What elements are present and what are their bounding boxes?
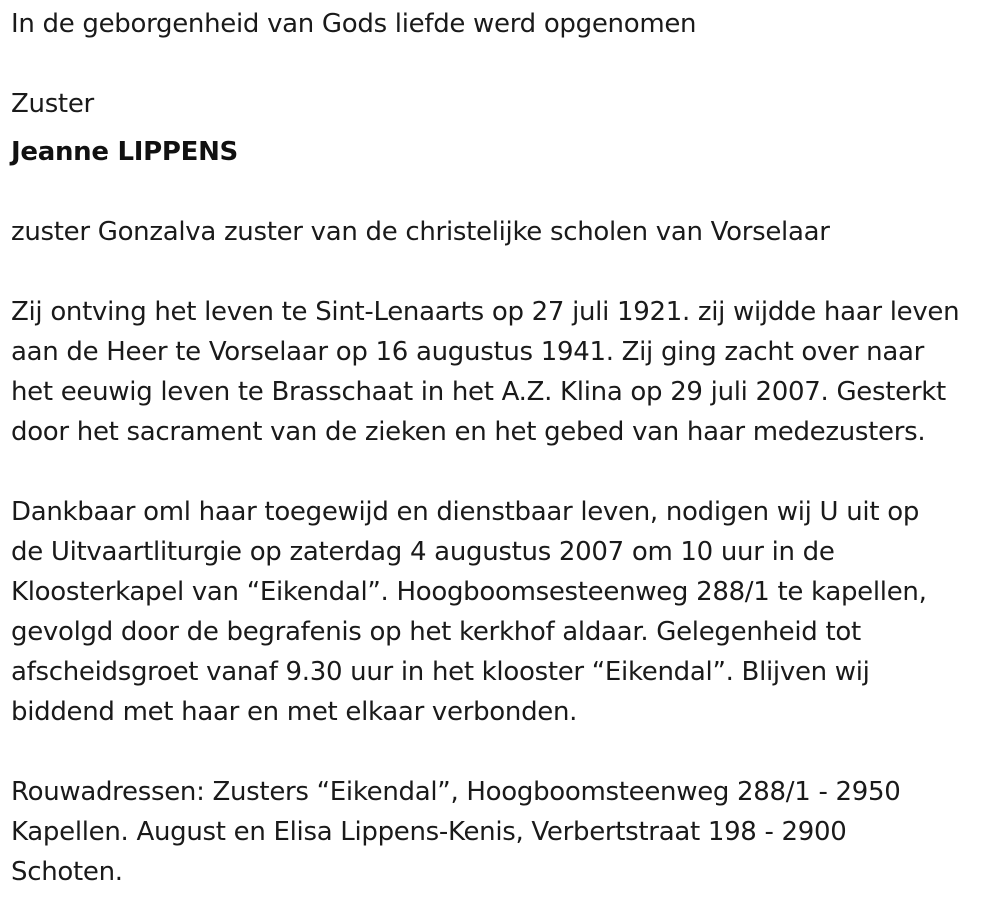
spacer: [11, 44, 991, 84]
spacer: [11, 732, 991, 772]
paragraph-line: Zij ontving het leven te Sint-Lenaarts op 27 juli 1921. zij wijdde haar leven: [11, 297, 960, 327]
paragraph-line: gevolgd door de begrafenis op het kerkhof aldaar. Gelegenheid tot: [11, 617, 861, 647]
spacer: [11, 172, 991, 212]
deceased-name: Jeanne LIPPENS: [11, 137, 238, 167]
paragraph-line: het eeuwig leven te Brasschaat in het A.Z. Klina op 29 juli 2007. Gesterkt: [11, 377, 946, 407]
obituary-document: [11, 4, 991, 892]
paragraph-line: Kapellen. August en Elisa Lippens-Kenis, Verbertstraat 198 - 2900: [11, 817, 847, 847]
intro-text: In de geborgenheid van Gods liefde werd opgenomen: [11, 9, 697, 39]
funeral-paragraph: [11, 492, 991, 732]
paragraph-line: Rouwadressen: Zusters “Eikendal”, Hoogboomsteenweg 288/1 - 2950: [11, 777, 901, 807]
paragraph-line: Kloosterkapel van “Eikendal”. Hoogboomsesteenweg 288/1 te kapellen,: [11, 577, 927, 607]
paragraph-line: afscheidsgroet vanaf 9.30 uur in het klooster “Eikendal”. Blijven wij: [11, 657, 870, 687]
paragraph-line: biddend met haar en met elkaar verbonden.: [11, 697, 578, 727]
paragraph-line: aan de Heer te Vorselaar op 16 augustus 1941. Zij ging zacht over naar: [11, 337, 925, 367]
paragraph-line: door het sacrament van de zieken en het gebed van haar medezusters.: [11, 417, 926, 447]
paragraph-line: Dankbaar oml haar toegewijd en dienstbaar leven, nodigen wij U uit op: [11, 497, 920, 527]
address-paragraph: [11, 772, 991, 892]
life-paragraph: [11, 292, 991, 452]
spacer: [11, 252, 991, 292]
spacer: [11, 452, 991, 492]
religious-name: zuster Gonzalva zuster van de christelijke scholen van Vorselaar: [11, 217, 830, 247]
paragraph-line: Schoten.: [11, 857, 123, 887]
title-prefix: Zuster: [11, 89, 94, 119]
paragraph-line: de Uitvaartliturgie op zaterdag 4 augustus 2007 om 10 uur in de: [11, 537, 835, 567]
